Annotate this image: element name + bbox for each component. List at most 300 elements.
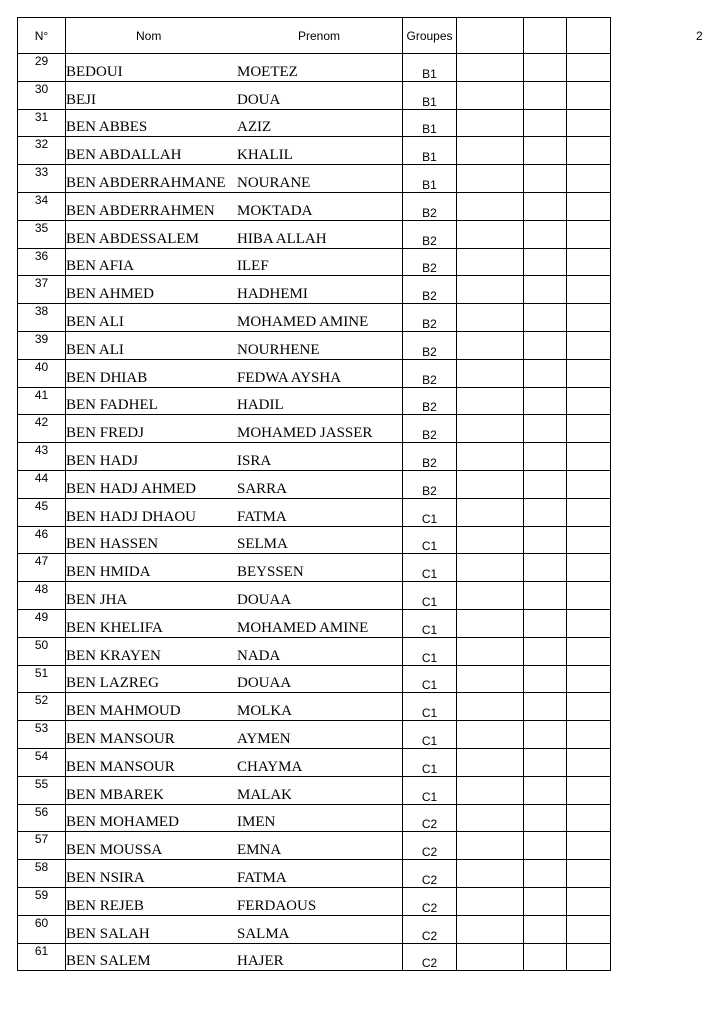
row-number: 57	[18, 832, 66, 860]
blank-cell-2	[524, 331, 567, 359]
student-nom: BEDOUI	[66, 63, 123, 80]
row-number: 50	[18, 637, 66, 665]
name-cell	[66, 109, 403, 137]
blank-cell-1	[457, 54, 524, 82]
header-nom: Nom	[136, 29, 162, 43]
blank-cell-3	[567, 54, 611, 82]
blank-cell-1	[457, 359, 524, 387]
name-cell	[66, 526, 403, 554]
student-groupe: B1	[403, 109, 457, 137]
blank-cell-1	[457, 387, 524, 415]
student-groupe: B2	[403, 220, 457, 248]
student-groupe: B2	[403, 192, 457, 220]
table-row	[18, 526, 611, 554]
student-groupe: C2	[403, 860, 457, 888]
student-prenom: HIBA ALLAH	[237, 230, 327, 247]
header-nom-prenom	[66, 18, 403, 54]
blank-cell-2	[524, 637, 567, 665]
blank-cell-2	[524, 721, 567, 749]
header-num: N°	[18, 18, 66, 54]
student-prenom: MOLKA	[237, 703, 292, 720]
table-row	[18, 137, 611, 165]
blank-cell-2	[524, 387, 567, 415]
blank-cell-2	[524, 860, 567, 888]
student-groupe: C1	[403, 582, 457, 610]
row-number: 37	[18, 276, 66, 304]
name-cell	[66, 554, 403, 582]
header-blank-2	[524, 18, 567, 54]
table-row	[18, 415, 611, 443]
blank-cell-2	[524, 54, 567, 82]
table-header-row	[18, 18, 611, 54]
student-nom: BEN MANSOUR	[66, 758, 175, 775]
student-prenom: FATMA	[237, 508, 287, 525]
student-nom: BEN HADJ DHAOU	[66, 508, 196, 525]
table-row	[18, 331, 611, 359]
blank-cell-3	[567, 220, 611, 248]
row-number: 33	[18, 165, 66, 193]
table-row	[18, 443, 611, 471]
student-prenom: HADHEMI	[237, 286, 308, 303]
name-cell	[66, 470, 403, 498]
blank-cell-1	[457, 276, 524, 304]
student-nom: BEN HASSEN	[66, 536, 159, 553]
row-number: 45	[18, 498, 66, 526]
student-nom: BEN ABBES	[66, 119, 148, 136]
name-cell	[66, 887, 403, 915]
row-number: 51	[18, 665, 66, 693]
blank-cell-2	[524, 748, 567, 776]
header-groupes: Groupes	[403, 18, 457, 54]
blank-cell-3	[567, 832, 611, 860]
student-groupe: C1	[403, 693, 457, 721]
blank-cell-2	[524, 248, 567, 276]
student-prenom: BEYSSEN	[237, 564, 304, 581]
name-cell	[66, 81, 403, 109]
student-groupe: C1	[403, 637, 457, 665]
student-prenom: CHAYMA	[237, 758, 303, 775]
student-groupe: B2	[403, 387, 457, 415]
blank-cell-3	[567, 109, 611, 137]
row-number: 47	[18, 554, 66, 582]
blank-cell-1	[457, 109, 524, 137]
student-groupe: B2	[403, 248, 457, 276]
name-cell	[66, 276, 403, 304]
table-row	[18, 387, 611, 415]
student-groupe: B2	[403, 443, 457, 471]
table-row	[18, 804, 611, 832]
student-prenom: MALAK	[237, 786, 292, 803]
blank-cell-2	[524, 943, 567, 971]
student-groupe: B2	[403, 331, 457, 359]
table-row	[18, 54, 611, 82]
table-row	[18, 359, 611, 387]
student-nom: BEN ABDALLAH	[66, 147, 182, 164]
name-cell	[66, 165, 403, 193]
blank-cell-1	[457, 804, 524, 832]
blank-cell-1	[457, 693, 524, 721]
blank-cell-1	[457, 498, 524, 526]
blank-cell-2	[524, 192, 567, 220]
student-nom: BEN ALI	[66, 313, 124, 330]
row-number: 61	[18, 943, 66, 971]
student-nom: BEN HMIDA	[66, 564, 151, 581]
blank-cell-1	[457, 776, 524, 804]
row-number: 42	[18, 415, 66, 443]
row-number: 52	[18, 693, 66, 721]
blank-cell-2	[524, 526, 567, 554]
row-number: 59	[18, 887, 66, 915]
blank-cell-1	[457, 220, 524, 248]
name-cell	[66, 804, 403, 832]
row-number: 44	[18, 470, 66, 498]
name-cell	[66, 776, 403, 804]
header-blank-3	[567, 18, 611, 54]
student-prenom: FERDAOUS	[237, 897, 317, 914]
student-nom: BEN MOUSSA	[66, 842, 163, 859]
blank-cell-1	[457, 137, 524, 165]
student-nom: BEN NSIRA	[66, 869, 145, 886]
student-groupe: B2	[403, 470, 457, 498]
name-cell	[66, 387, 403, 415]
blank-cell-3	[567, 721, 611, 749]
student-nom: BEN KRAYEN	[66, 647, 161, 664]
student-nom: BEN HADJ	[66, 452, 139, 469]
row-number: 39	[18, 331, 66, 359]
table-row	[18, 498, 611, 526]
student-prenom: MOHAMED AMINE	[237, 313, 369, 330]
blank-cell-3	[567, 943, 611, 971]
blank-cell-3	[567, 304, 611, 332]
student-prenom: KHALIL	[237, 147, 293, 164]
blank-cell-2	[524, 276, 567, 304]
blank-cell-3	[567, 276, 611, 304]
student-nom: BEN ABDERRAHMEN	[66, 202, 215, 219]
student-nom: BEN MOHAMED	[66, 814, 179, 831]
student-prenom: DOUA	[237, 91, 281, 108]
student-prenom: SALMA	[237, 925, 290, 942]
blank-cell-3	[567, 248, 611, 276]
table-row	[18, 165, 611, 193]
blank-cell-3	[567, 637, 611, 665]
student-groupe: B1	[403, 54, 457, 82]
student-nom: BEN MBAREK	[66, 786, 164, 803]
blank-cell-3	[567, 860, 611, 888]
blank-cell-1	[457, 248, 524, 276]
student-prenom: MOHAMED JASSER	[237, 425, 373, 442]
name-cell	[66, 860, 403, 888]
blank-cell-1	[457, 943, 524, 971]
row-number: 32	[18, 137, 66, 165]
student-prenom: MOKTADA	[237, 202, 313, 219]
row-number: 49	[18, 609, 66, 637]
blank-cell-2	[524, 665, 567, 693]
row-number: 40	[18, 359, 66, 387]
blank-cell-3	[567, 665, 611, 693]
student-prenom: NADA	[237, 647, 281, 664]
blank-cell-3	[567, 609, 611, 637]
row-number: 38	[18, 304, 66, 332]
page-number: 2	[696, 29, 703, 43]
blank-cell-2	[524, 915, 567, 943]
table-row	[18, 609, 611, 637]
blank-cell-3	[567, 498, 611, 526]
name-cell	[66, 137, 403, 165]
blank-cell-1	[457, 748, 524, 776]
blank-cell-1	[457, 665, 524, 693]
student-groupe: C2	[403, 943, 457, 971]
blank-cell-1	[457, 165, 524, 193]
row-number: 29	[18, 54, 66, 82]
student-prenom: EMNA	[237, 842, 282, 859]
name-cell	[66, 220, 403, 248]
name-cell	[66, 637, 403, 665]
student-nom: BEN ABDESSALEM	[66, 230, 199, 247]
name-cell	[66, 359, 403, 387]
blank-cell-3	[567, 776, 611, 804]
name-cell	[66, 54, 403, 82]
student-roster-table	[17, 17, 611, 971]
student-prenom: ILEF	[237, 258, 269, 275]
blank-cell-2	[524, 887, 567, 915]
blank-cell-3	[567, 331, 611, 359]
table-row	[18, 665, 611, 693]
student-groupe: C1	[403, 554, 457, 582]
table-row	[18, 887, 611, 915]
blank-cell-1	[457, 526, 524, 554]
table-row	[18, 776, 611, 804]
student-nom: BEN HADJ AHMED	[66, 480, 197, 497]
student-prenom: IMEN	[237, 814, 276, 831]
student-groupe: B1	[403, 81, 457, 109]
header-prenom: Prenom	[298, 29, 341, 43]
name-cell	[66, 721, 403, 749]
blank-cell-2	[524, 304, 567, 332]
roster-body	[18, 54, 611, 971]
student-groupe: C1	[403, 748, 457, 776]
table-row	[18, 637, 611, 665]
student-groupe: C1	[403, 721, 457, 749]
student-groupe: C1	[403, 498, 457, 526]
table-row	[18, 693, 611, 721]
blank-cell-1	[457, 470, 524, 498]
student-prenom: MOETEZ	[237, 63, 298, 80]
student-prenom: NOURANE	[237, 174, 311, 191]
table-row	[18, 304, 611, 332]
blank-cell-3	[567, 582, 611, 610]
blank-cell-3	[567, 415, 611, 443]
blank-cell-2	[524, 693, 567, 721]
blank-cell-1	[457, 887, 524, 915]
row-number: 31	[18, 109, 66, 137]
student-prenom: ISRA	[237, 452, 272, 469]
name-cell	[66, 915, 403, 943]
table-row	[18, 721, 611, 749]
row-number: 60	[18, 915, 66, 943]
table-row	[18, 943, 611, 971]
student-nom: BEN DHIAB	[66, 369, 148, 386]
blank-cell-3	[567, 804, 611, 832]
table-row	[18, 748, 611, 776]
name-cell	[66, 943, 403, 971]
student-prenom: SELMA	[237, 536, 288, 553]
row-number: 46	[18, 526, 66, 554]
student-nom: BEN ALI	[66, 341, 124, 358]
blank-cell-2	[524, 804, 567, 832]
blank-cell-2	[524, 81, 567, 109]
name-cell	[66, 693, 403, 721]
blank-cell-3	[567, 554, 611, 582]
student-groupe: C2	[403, 915, 457, 943]
student-groupe: C2	[403, 832, 457, 860]
blank-cell-1	[457, 443, 524, 471]
blank-cell-2	[524, 220, 567, 248]
blank-cell-3	[567, 526, 611, 554]
blank-cell-3	[567, 165, 611, 193]
table-row	[18, 220, 611, 248]
table-row	[18, 915, 611, 943]
blank-cell-2	[524, 470, 567, 498]
row-number: 36	[18, 248, 66, 276]
student-groupe: B2	[403, 304, 457, 332]
blank-cell-2	[524, 443, 567, 471]
blank-cell-1	[457, 721, 524, 749]
student-groupe: B2	[403, 359, 457, 387]
blank-cell-3	[567, 470, 611, 498]
row-number: 48	[18, 582, 66, 610]
student-prenom: SARRA	[237, 480, 288, 497]
blank-cell-2	[524, 582, 567, 610]
blank-cell-1	[457, 860, 524, 888]
student-nom: BEN JHA	[66, 591, 128, 608]
blank-cell-2	[524, 165, 567, 193]
name-cell	[66, 582, 403, 610]
name-cell	[66, 331, 403, 359]
student-nom: BEN FADHEL	[66, 397, 158, 414]
blank-cell-2	[524, 359, 567, 387]
student-prenom: HADIL	[237, 397, 284, 414]
name-cell	[66, 192, 403, 220]
student-nom: BEN MAHMOUD	[66, 703, 181, 720]
blank-cell-2	[524, 415, 567, 443]
student-nom: BEN KHELIFA	[66, 619, 163, 636]
student-prenom: FATMA	[237, 869, 287, 886]
table-row	[18, 832, 611, 860]
student-nom: BEN FREDJ	[66, 425, 144, 442]
row-number: 41	[18, 387, 66, 415]
name-cell	[66, 665, 403, 693]
blank-cell-1	[457, 331, 524, 359]
blank-cell-1	[457, 304, 524, 332]
blank-cell-3	[567, 693, 611, 721]
name-cell	[66, 609, 403, 637]
blank-cell-2	[524, 498, 567, 526]
blank-cell-1	[457, 609, 524, 637]
name-cell	[66, 832, 403, 860]
student-nom: BEN MANSOUR	[66, 730, 175, 747]
blank-cell-3	[567, 887, 611, 915]
blank-cell-1	[457, 192, 524, 220]
student-prenom: DOUAA	[237, 675, 292, 692]
row-number: 35	[18, 220, 66, 248]
table-row	[18, 276, 611, 304]
student-groupe: C1	[403, 609, 457, 637]
row-number: 56	[18, 804, 66, 832]
table-row	[18, 81, 611, 109]
blank-cell-1	[457, 582, 524, 610]
table-row	[18, 248, 611, 276]
blank-cell-3	[567, 359, 611, 387]
row-number: 54	[18, 748, 66, 776]
name-cell	[66, 443, 403, 471]
name-cell	[66, 248, 403, 276]
student-prenom: AYMEN	[237, 730, 291, 747]
row-number: 43	[18, 443, 66, 471]
blank-cell-3	[567, 915, 611, 943]
student-groupe: C2	[403, 804, 457, 832]
blank-cell-2	[524, 109, 567, 137]
blank-cell-3	[567, 748, 611, 776]
blank-cell-1	[457, 637, 524, 665]
student-nom: BEN ABDERRAHMANE	[66, 174, 226, 191]
student-nom: BEN LAZREG	[66, 675, 159, 692]
student-groupe: C1	[403, 776, 457, 804]
student-nom: BEN REJEB	[66, 897, 144, 914]
blank-cell-3	[567, 443, 611, 471]
blank-cell-1	[457, 832, 524, 860]
blank-cell-2	[524, 832, 567, 860]
blank-cell-2	[524, 137, 567, 165]
name-cell	[66, 304, 403, 332]
table-row	[18, 582, 611, 610]
student-groupe: B2	[403, 415, 457, 443]
blank-cell-2	[524, 776, 567, 804]
blank-cell-3	[567, 387, 611, 415]
student-groupe: B1	[403, 165, 457, 193]
student-prenom: MOHAMED AMINE	[237, 619, 369, 636]
student-nom: BEJI	[66, 91, 96, 108]
student-groupe: C1	[403, 526, 457, 554]
table-row	[18, 109, 611, 137]
student-groupe: B2	[403, 276, 457, 304]
name-cell	[66, 748, 403, 776]
row-number: 34	[18, 192, 66, 220]
student-groupe: B1	[403, 137, 457, 165]
student-prenom: NOURHENE	[237, 341, 320, 358]
student-nom: BEN SALAH	[66, 925, 150, 942]
student-prenom: DOUAA	[237, 591, 292, 608]
blank-cell-1	[457, 915, 524, 943]
student-nom: BEN AFIA	[66, 258, 134, 275]
row-number: 55	[18, 776, 66, 804]
name-cell	[66, 498, 403, 526]
table-row	[18, 860, 611, 888]
blank-cell-2	[524, 554, 567, 582]
student-nom: BEN AHMED	[66, 286, 154, 303]
blank-cell-1	[457, 81, 524, 109]
table-row	[18, 192, 611, 220]
blank-cell-1	[457, 554, 524, 582]
student-prenom: HAJER	[237, 953, 284, 970]
blank-cell-2	[524, 609, 567, 637]
student-prenom: AZIZ	[237, 119, 272, 136]
student-groupe: C2	[403, 887, 457, 915]
row-number: 30	[18, 81, 66, 109]
blank-cell-3	[567, 81, 611, 109]
student-groupe: C1	[403, 665, 457, 693]
header-blank-1	[457, 18, 524, 54]
student-nom: BEN SALEM	[66, 953, 151, 970]
